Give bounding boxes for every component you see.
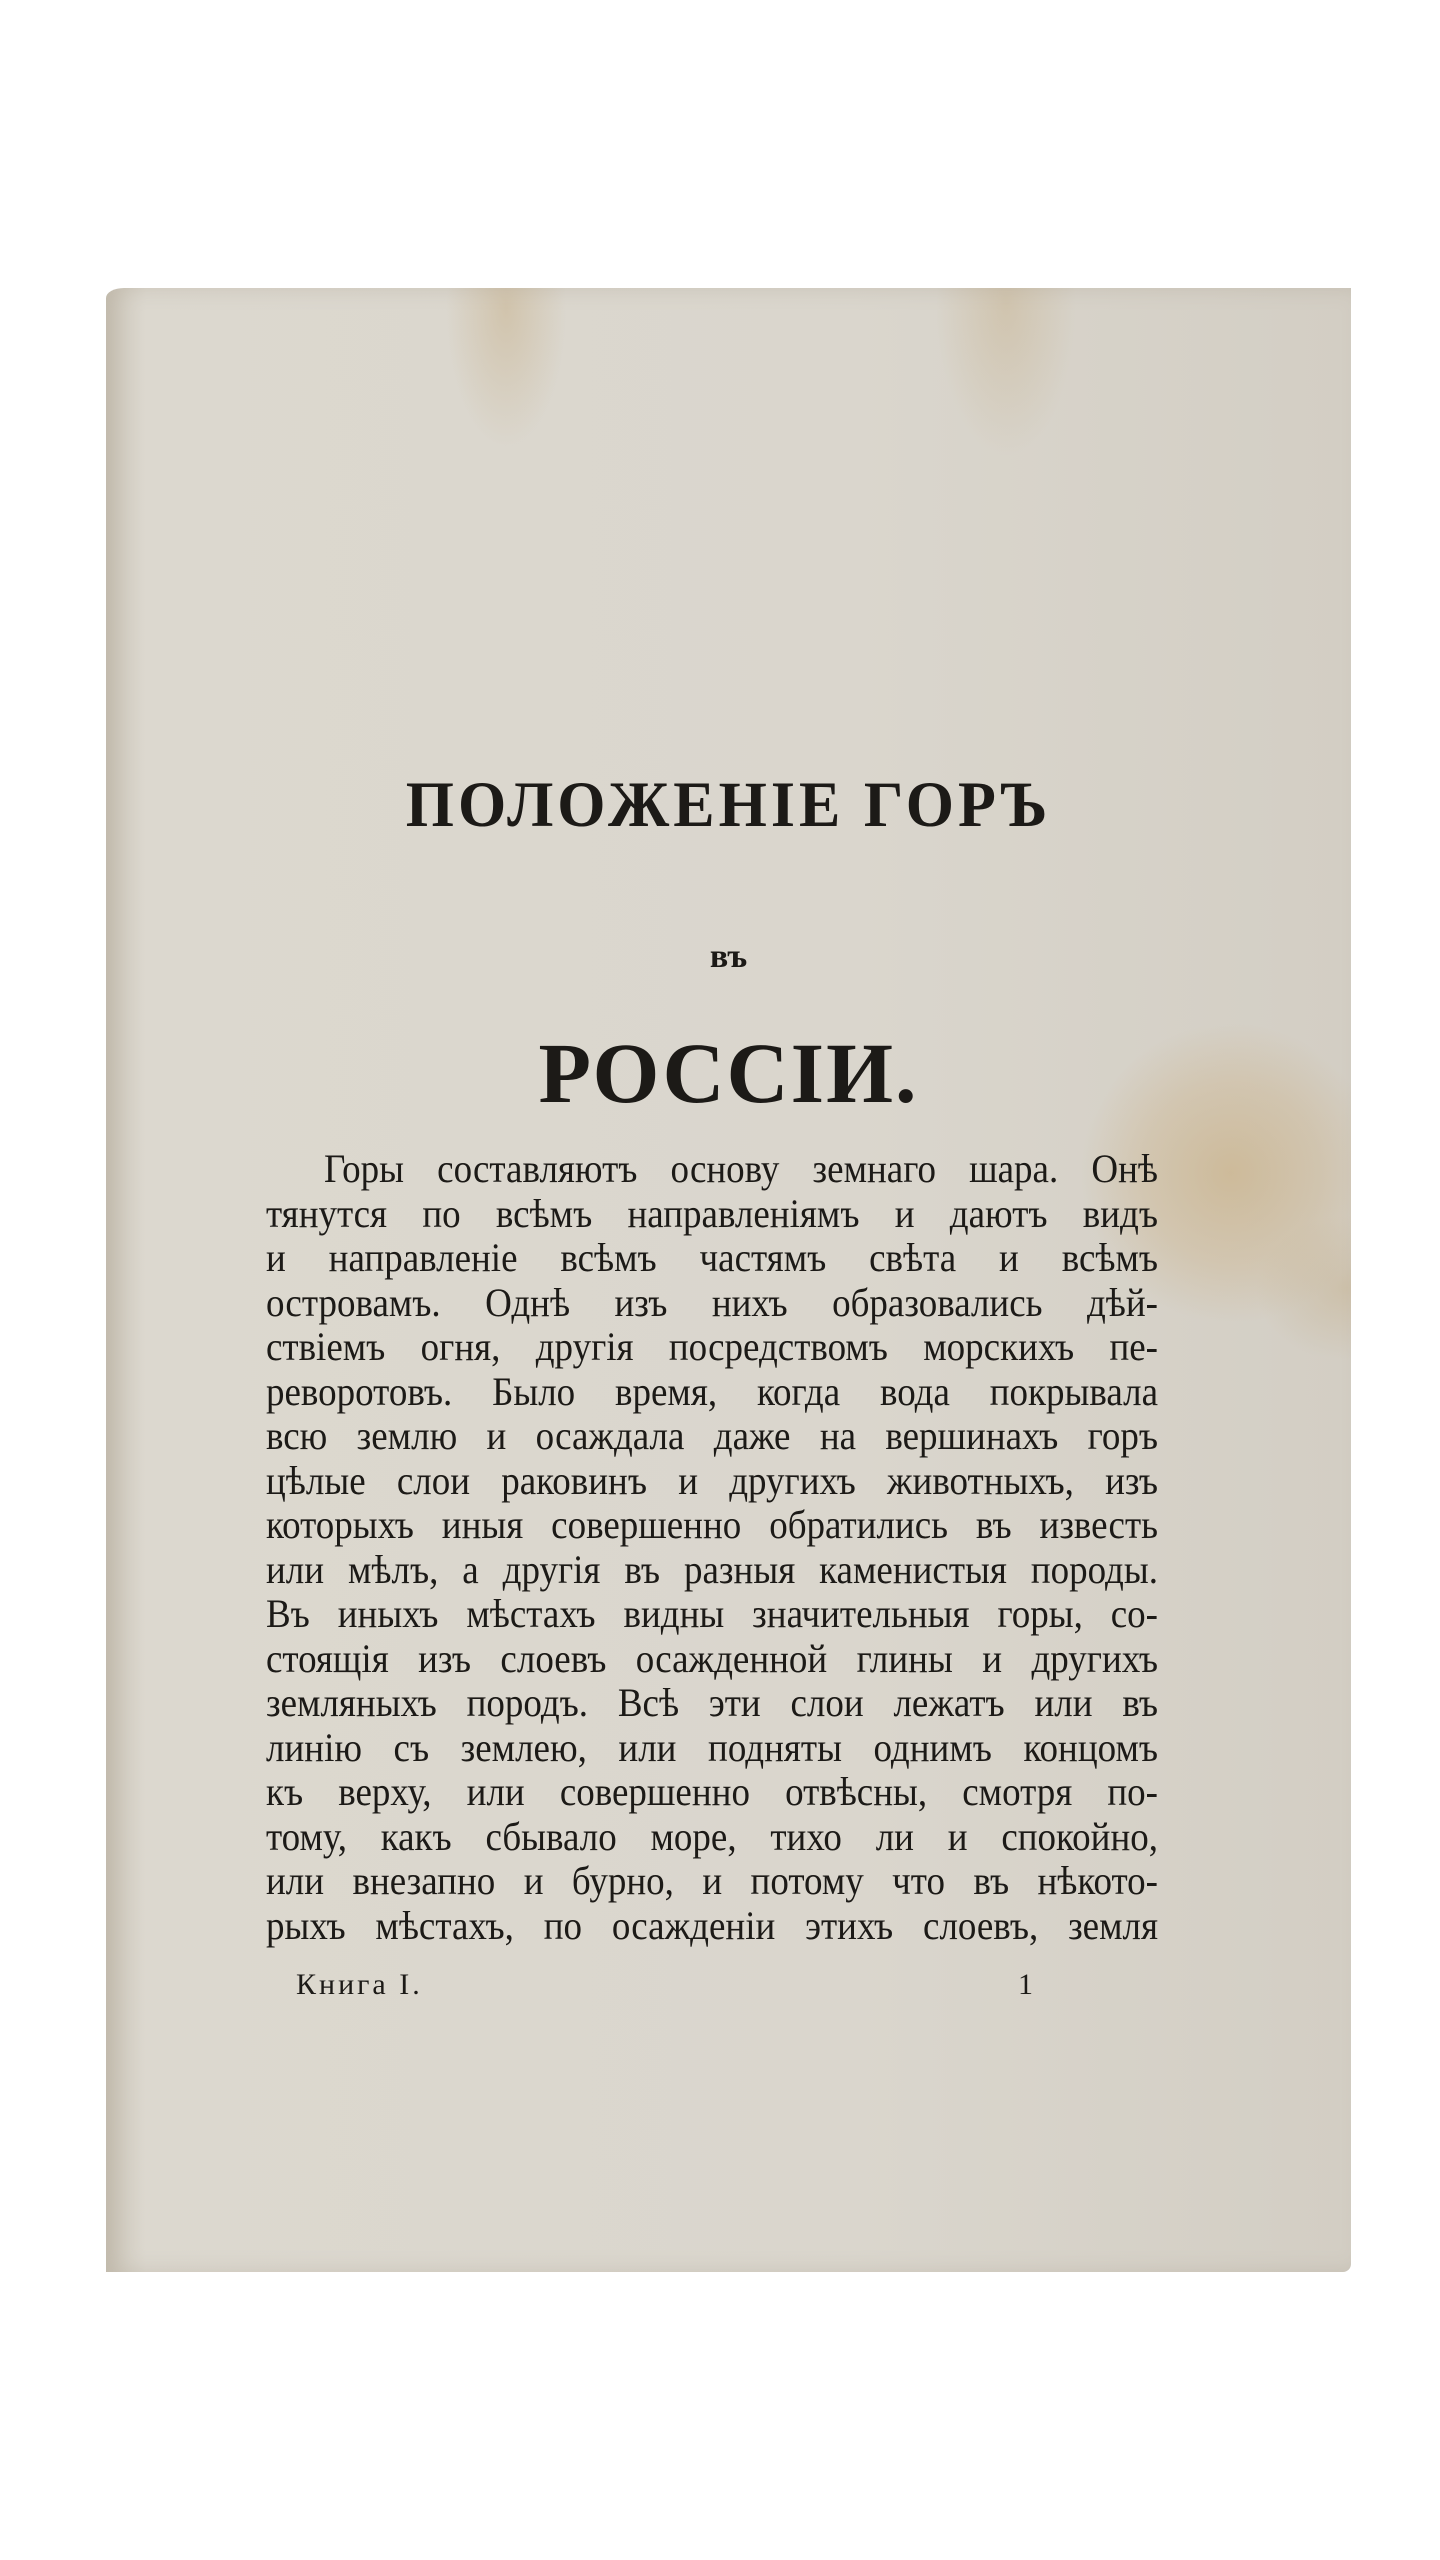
text-line: къ верху, или совершенно отвѣсны, смотря по- [266,1769,1158,1815]
text-line: островамъ. Однѣ изъ нихъ образовались дѣй- [266,1280,1158,1326]
text-line: рыхъ мѣстахъ, по осажденіи этихъ слоевъ, земля [266,1903,1158,1949]
book-page [106,288,1351,2272]
text-line: или мѣлъ, а другія въ разныя каменистыя породы. [266,1547,1158,1593]
text-line: цѣлые слои раковинъ и другихъ животныхъ, изъ [266,1458,1158,1504]
text-line: Въ иныхъ мѣстахъ видны значительныя горы, со- [266,1591,1158,1637]
chapter-title: ПОЛОЖЕНІЕ ГОРЪ [405,769,1052,841]
text-line: которыхъ иныя совершенно обратились въ известь [266,1502,1158,1548]
page-number: 1 [1018,1968,1033,2001]
chapter-title-country: РОССІИ. [538,1025,919,1121]
text-line: ствіемъ огня, другія посредствомъ морскихъ пе- [266,1324,1158,1370]
text-line: или внезапно и бурно, и потому что въ нѣкото- [266,1858,1158,1904]
book-signature: Книга I. [296,1968,423,2001]
text-line: и направленіе всѣмъ частямъ свѣта и всѣмъ [266,1235,1158,1281]
text-line: линію съ землею, или подняты однимъ концомъ [266,1725,1158,1771]
chapter-title-preposition: въ [709,938,748,975]
text-line: земляныхъ породъ. Всѣ эти слои лежатъ или въ [266,1680,1158,1726]
text-line: Горы составляютъ основу земнаго шара. Онѣ [324,1146,1158,1192]
text-line: стоящія изъ слоевъ осажденной глины и другихъ [266,1636,1158,1682]
text-line: тянутся по всѣмъ направленіямъ и даютъ видъ [266,1191,1158,1237]
text-line: тому, какъ сбывало море, тихо ли и спокойно, [266,1814,1158,1860]
text-line: всю землю и осаждала даже на вершинахъ горъ [266,1413,1158,1459]
body-text [266,1148,1158,1949]
text-line: реворотовъ. Было время, когда вода покрывала [266,1369,1158,1415]
